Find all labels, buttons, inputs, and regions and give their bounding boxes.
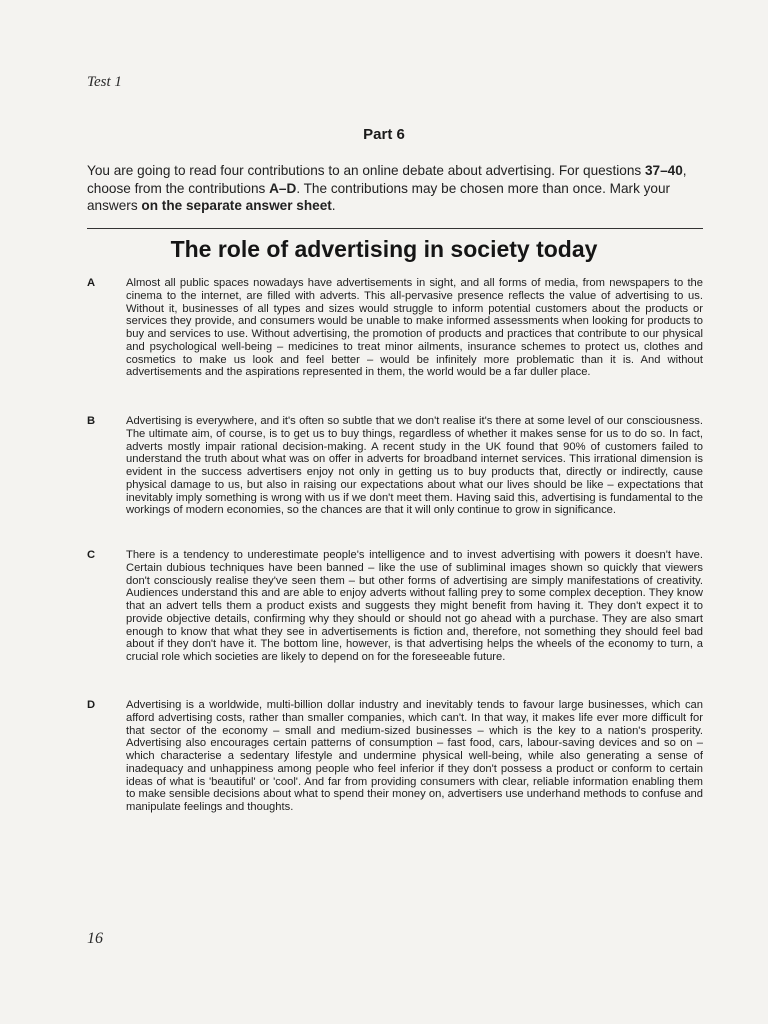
section-divider [87, 228, 703, 229]
answer-sheet-emphasis: on the separate answer sheet [141, 198, 332, 213]
instructions-text-1: You are going to read four contributions to an online debate about advertising. For questions [87, 163, 645, 178]
contribution-letter: A [87, 277, 96, 289]
instructions-text-2: , choose from the contributions [87, 163, 687, 196]
contributions-range: A–D [269, 180, 297, 196]
contribution-text: Advertising is a worldwide, multi-billion dollar industry and inevitably tends to favour large businesses, which can afford advertising costs, rather than smaller companies, which can't. In that way, it makes life ever more difficult for that sector of the economy – small and medium-sized businesses – which is the key to a nation's prosperity. Advertising also encourages certain patterns of consumption – fast food, cars, labour-saving devices and so on – which characterise a sedentary lifestyle and undermine physical well-being, while also generating a sense of inadequacy and unhappiness among people who feel inferior if they don't possess a product or conform to certain ideas of what is 'beautiful' or 'cool'. And far from providing consumers with clear, reliable information enabling them to make sensible decisions about what to spend their money on, advertisers use underhand methods to confuse and manipulate feelings and thoughts. [126, 699, 703, 813]
part-heading: Part 6 [363, 126, 405, 143]
contribution-letter: C [87, 549, 96, 561]
instructions [87, 162, 703, 215]
contribution-letter: D [87, 699, 96, 711]
running-head: Test 1 [87, 74, 122, 90]
contribution-letter: B [87, 415, 96, 427]
instructions-text-4: . [331, 198, 336, 213]
contribution-text: Advertising is everywhere, and it's often so subtle that we don't realise it's there at some level of our consciousness. The ultimate aim, of course, is to get us to buy things, regardless of whether it makes sense for us to do so. In fact, adverts mostly impair rational decision-making. A recent study in the UK found that 90% of customers failed to understand the truth about what was on offer in adverts for broadband internet services. This irrational dimension is evident in the success advertisers enjoy not only in getting us to buy products that, directly or indirectly, cause physical damage to us, but also in raising our expectations about what our lives should be like – expectations that inevitably imply something is wrong with us if we don't meet them. Having said this, advertising is fundamental to the workings of modern economies, so the chances are that it will only continue to grow in significance. [126, 415, 703, 517]
contribution-text: Almost all public spaces nowadays have advertisements in sight, and all forms of media, from newspapers to the cinema to the internet, are filled with adverts. This all-pervasive presence reflects the value of advertising to us. Without it, businesses of all types and sizes would struggle to inform potential customers about the products or services they provide, and consumers would be unable to make informed assessments when looking for products to buy and services to use. Without advertising, the promotion of products and practices that contribute to our physical and psychological well-being – medicines to treat minor ailments, insurance schemes to protect us, clothes and cosmetics to make us look and feel better – would be infinitely more problematic than it is. And without advertisements and the aspirations represented in them, the world would be a far duller place. [126, 277, 703, 379]
article-title: The role of advertising in society today [170, 236, 598, 262]
contribution-text: There is a tendency to underestimate people's intelligence and to invest advertising with powers it doesn't have. Certain dubious techniques have been banned – like the use of subliminal images shown so quickly that viewers don't consciously realise they've seen them – but other forms of advertising are simply manifestations of creativity. Audiences understand this and are able to enjoy adverts without falling prey to some complex deception. They know that an advert tells them a product exists and suggests they might benefit from having it. They don't expect it to provide objective details, confirming why they should or should not go ahead with a purchase. They are also smart enough to know that what they see in advertisements is fiction and, therefore, not something they should feel bad about if they don't have it. The bottom line, however, is that advertising helps the wheels of the economy to turn, a crucial role which societies are likely to depend on for the foreseeable future. [126, 549, 703, 663]
instructions-text-3: . The contributions may be chosen more than once. Mark your answers [87, 180, 671, 213]
questions-range: 37–40 [644, 163, 683, 178]
page-number: 16 [87, 930, 103, 947]
